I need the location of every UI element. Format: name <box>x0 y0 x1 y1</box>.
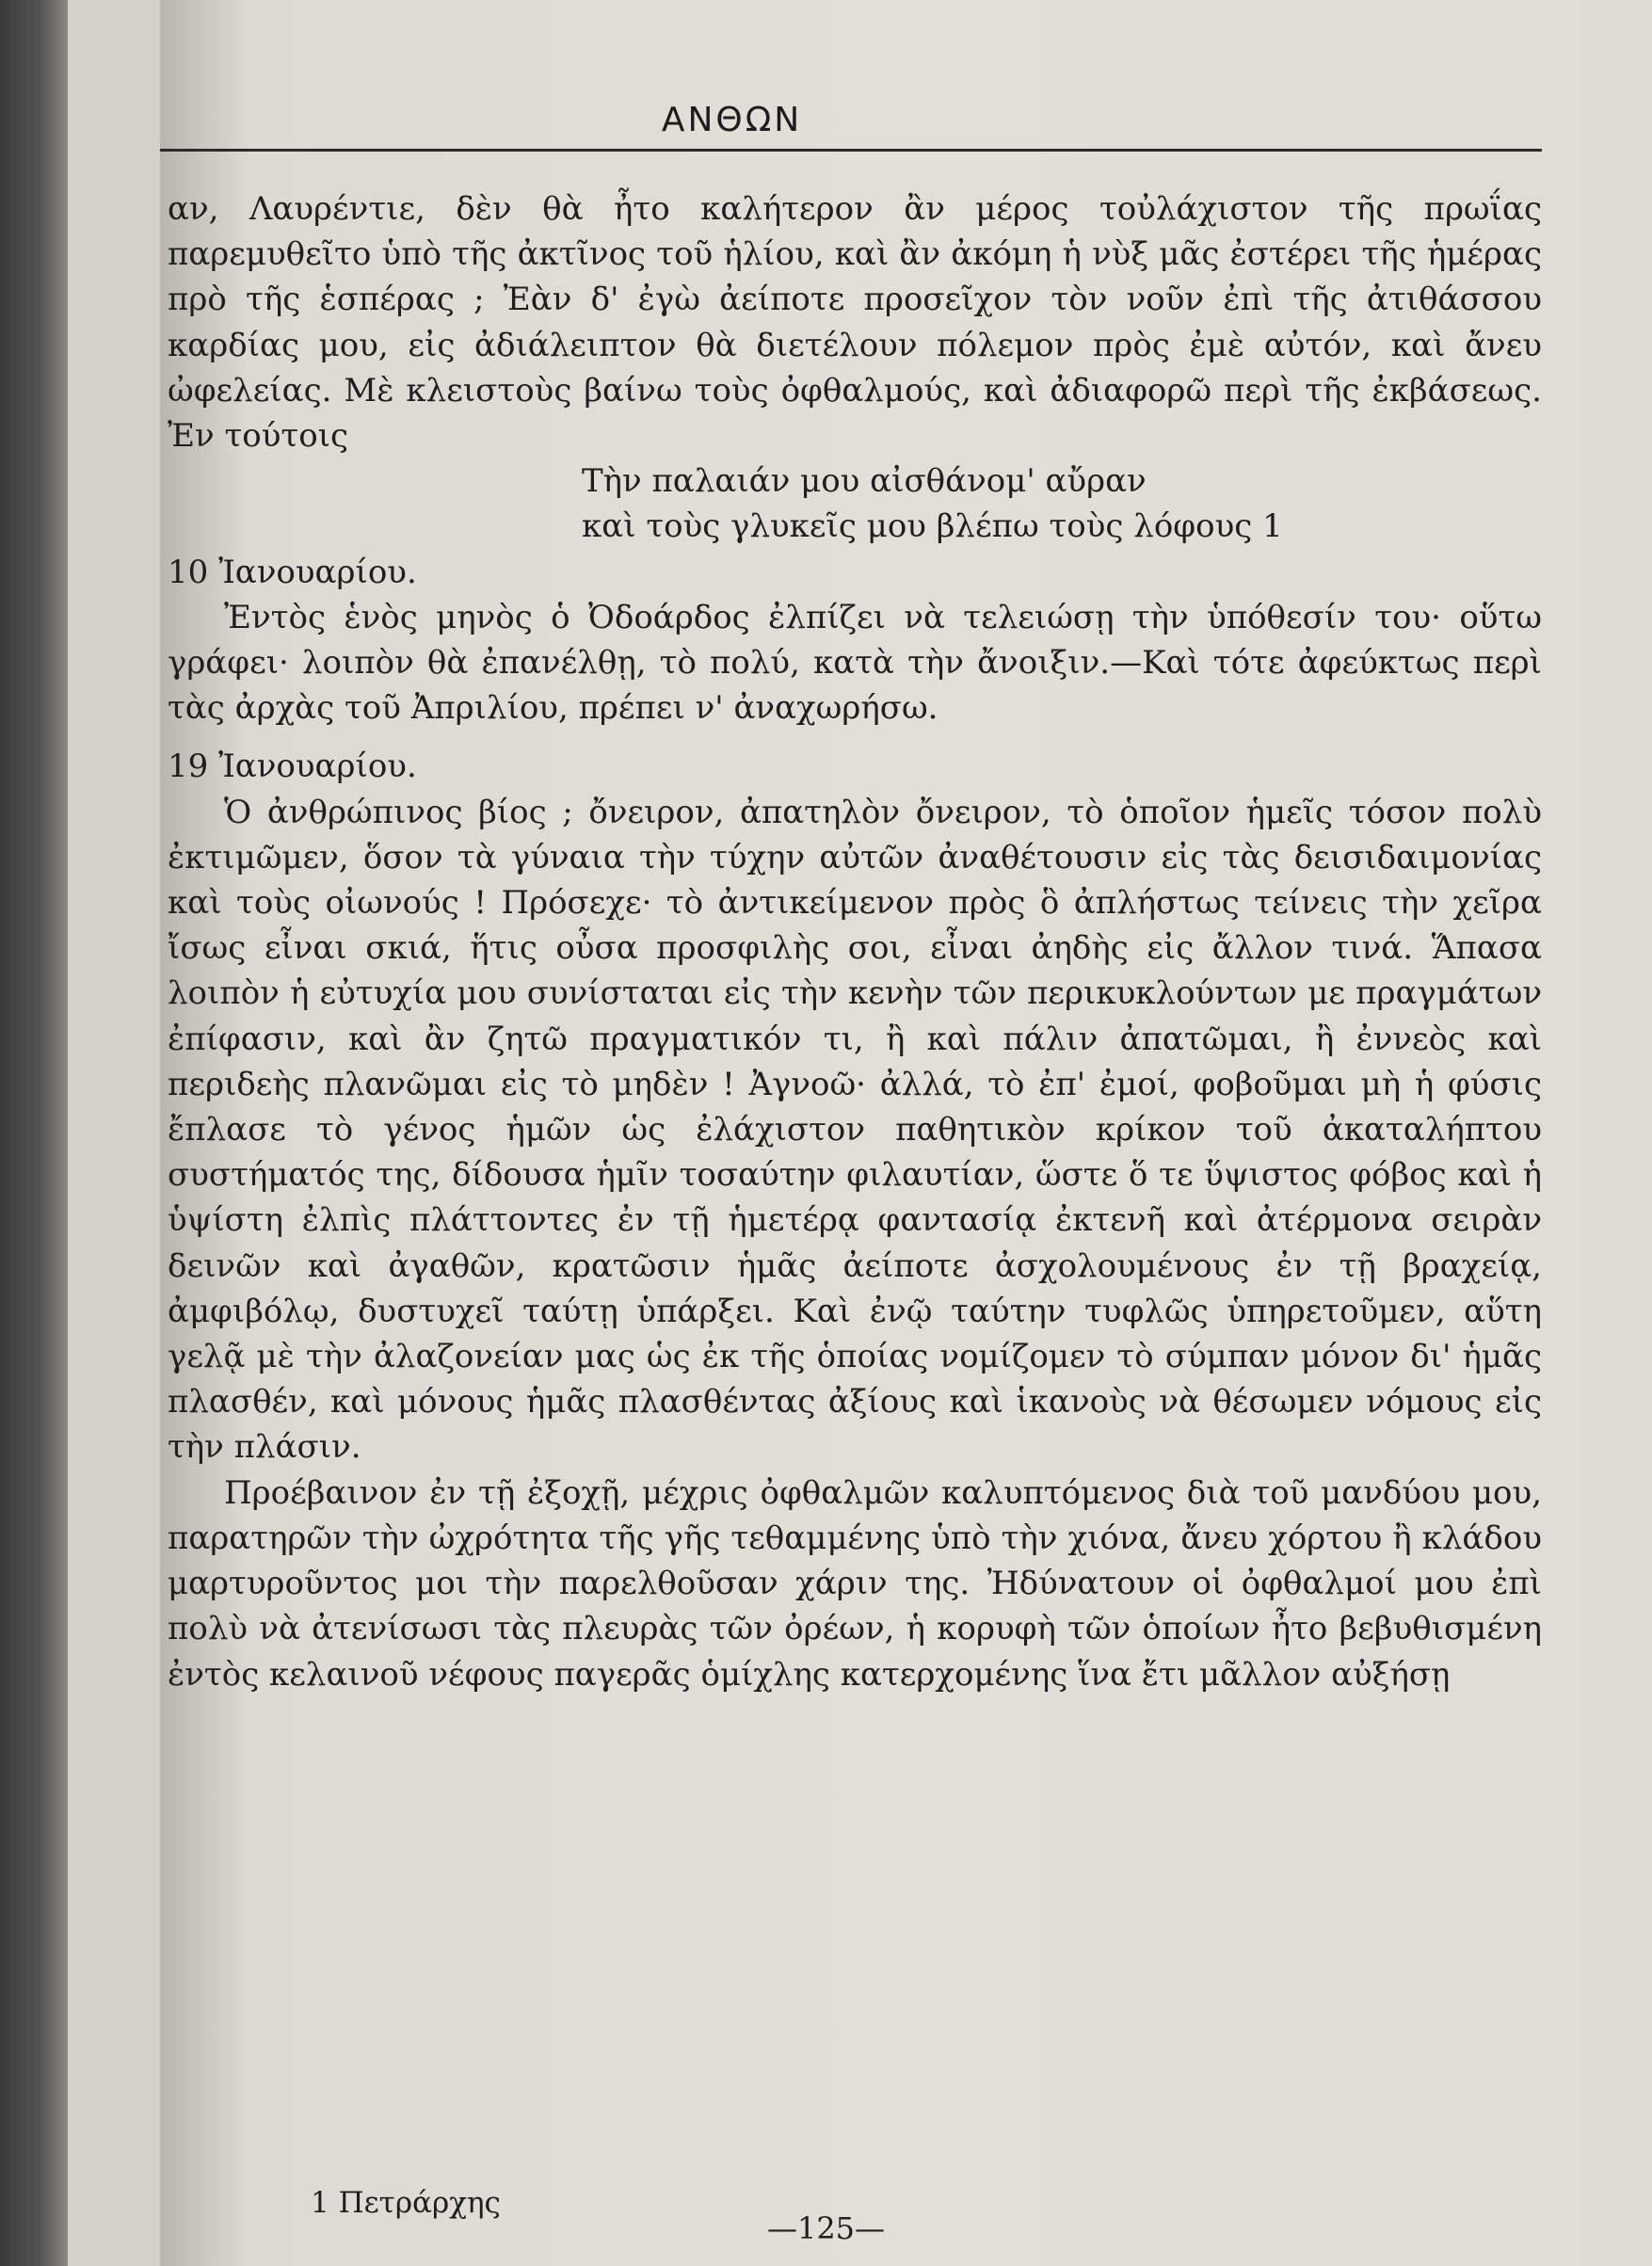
paragraph-1: αν, Λαυρέντιε, δὲν θὰ ἦτο καλήτερον ἂν μέρος τοὐλάχιστον τῆς πρωΐας παρεμυθεῖτο ὑπὸ τῆς ἀκτῖνος τοῦ ἡλίου, καὶ ἂν ἀκόμη ἡ νὺξ μᾶς ἐστέρει τῆς ἡμέρας πρὸ τῆς ἑσπέρας ; Ἐὰν δ' ἐγὼ ἀείποτε προσεῖχον τὸν νοῦν ἐπὶ τῆς ἀτιθάσσου καρδίας μου, εἰς ἀδιάλειπτον θὰ διετέλουν πόλεμον πρὸς ἐμὲ αὐτόν, καὶ ἄνευ ὠφελείας. Μὲ κλειστοὺς βαίνω τοὺς ὀφθαλμούς, καὶ ἀδιαφορῶ περὶ τῆς ἐκβάσεως. Ἐν τούτοις <box>168 190 1542 456</box>
paragraph-2: Ἐντὸς ἑνὸς μηνὸς ὁ Ὀδοάρδος ἐλπίζει νὰ τελειώσῃ τὴν ὑπόθεσίν του· οὕτω γράφει· λοιπὸν θὰ ἐπανέλθῃ, τὸ πολύ, κατὰ τὴν ἄνοιξιν.—Καὶ τότε ἀφεύκτως περὶ τὰς ἀρχὰς τοῦ Ἀπριλίου, πρέπει ν' ἀναχωρήσω. <box>168 598 1542 728</box>
book-binding-edge <box>0 0 68 2266</box>
verse-line-2: καὶ τοὺς γλυκεῖς μου βλέπω τοὺς λόφους 1 <box>582 507 1283 546</box>
verse-line-1: Τὴν παλαιάν μου αἰσθάνομ' αὔραν <box>582 462 1147 501</box>
running-header: ΑΝΘΩΝ <box>661 101 803 139</box>
paragraph-3: Ὁ ἀνθρώπινος βίος ; ὄνειρον, ἀπατηλὸν ὄνειρον, τὸ ὁποῖον ἡμεῖς τόσον πολὺ ἐκτιμῶμεν, ὅσον τὰ γύναια τὴν τύχην αὐτῶν ἀναθέτουσιν εἰς τὰς δεισιδαιμονίας καὶ τοὺς οἰωνούς ! Πρόσεχε· τὸ ἀντικείμενον πρὸς ὃ ἀπλήστως τείνεις τὴν χεῖρα ἴσως εἶναι σκιά, ἥτις οὖσα προσφιλὴς σοι, εἶναι ἀηδὴς εἰς ἄλλον τινά. Ἅπασα λοιπὸν ἡ εὐτυχία μου συνίσταται εἰς τὴν κενὴν τῶν περικυκλούντων με πραγμάτων ἐπίφασιν, καὶ ἂν ζητῶ πραγματικόν τι, ἢ καὶ πάλιν ἀπατῶμαι, ἢ ἐννεὸς καὶ περιδεὴς πλανῶμαι εἰς τὸ μηδὲν ! Ἀγνοῶ· ἀλλά, τὸ ἐπ' ἐμοί, φοβοῦμαι μὴ ἡ φύσις ἔπλασε τὸ γένος ἡμῶν ὡς ἐλάχιστον παθητικὸν κρίκον τοῦ ἀκαταλήπτου συστήματός της, δίδουσα ἡμῖν τοσαύτην φιλαυτίαν, ὥστε ὅ τε ὕψιστος φόβος καὶ ἡ ὑψίστη ἐλπὶς πλάττοντες ἐν τῇ ἡμετέρᾳ φαντασίᾳ ἐκτενῆ καὶ ἀτέρμονα σειρὰν δεινῶν καὶ ἀγαθῶν, κρατῶσιν ἡμᾶς ἀείποτε ἀσχολουμένους ἐν τῇ βραχείᾳ, ἀμφιβόλῳ, δυστυχεῖ ταύτῃ ὑπάρξει. Καὶ ἐνῷ ταύτην τυφλῶς ὑπηρετοῦμεν, αὕτη γελᾷ μὲ τὴν ἀλαζονείαν μας ὡς ἐκ τῆς ὁποίας νομίζομεν τὸ σύμπαν μόνον δι' ἡμᾶς πλασθέν, καὶ μόνους ἡμᾶς πλασθέντας ἀξίους καὶ ἱκανοὺς νὰ θέσωμεν νόμους εἰς τὴν πλάσιν. <box>168 793 1542 1467</box>
date-heading-2: 19 Ἰανουαρίου. <box>168 747 417 786</box>
footnote: 1 Πετράρχης <box>311 2186 501 2220</box>
paragraph-4: Προέβαινον ἐν τῇ ἐξοχῇ, μέχρις ὀφθαλμῶν καλυπτόμενος διὰ τοῦ μανδύου μου, παρατηρῶν τὴν ὠχρότητα τῆς γῆς τεθαμμένης ὑπὸ τὴν χιόνα, ἄνευ χόρτου ἢ κλάδου μαρτυροῦντος μοι τὴν παρελθοῦσαν χάριν της. Ἠδύνατουν οἱ ὀφθαλμοί μου ἐπὶ πολὺ νὰ ἀτενίσωσι τὰς πλευρὰς τῶν ὀρέων, ἡ κορυφὴ τῶν ὁποίων ἦτο βεβυθισμένη ἐντὸς κελαινοῦ νέφους παγερᾶς ὁμίχλης κατερχομένης ἵνα ἔτι μᾶλλον αὐξήσῃ <box>168 1473 1542 1694</box>
page-number: —125— <box>766 2210 886 2246</box>
verse-block <box>168 458 1542 549</box>
date-heading-1: 10 Ἰανουαρίου. <box>168 553 417 591</box>
page-body <box>168 186 1542 1697</box>
header-rule <box>160 149 1542 152</box>
